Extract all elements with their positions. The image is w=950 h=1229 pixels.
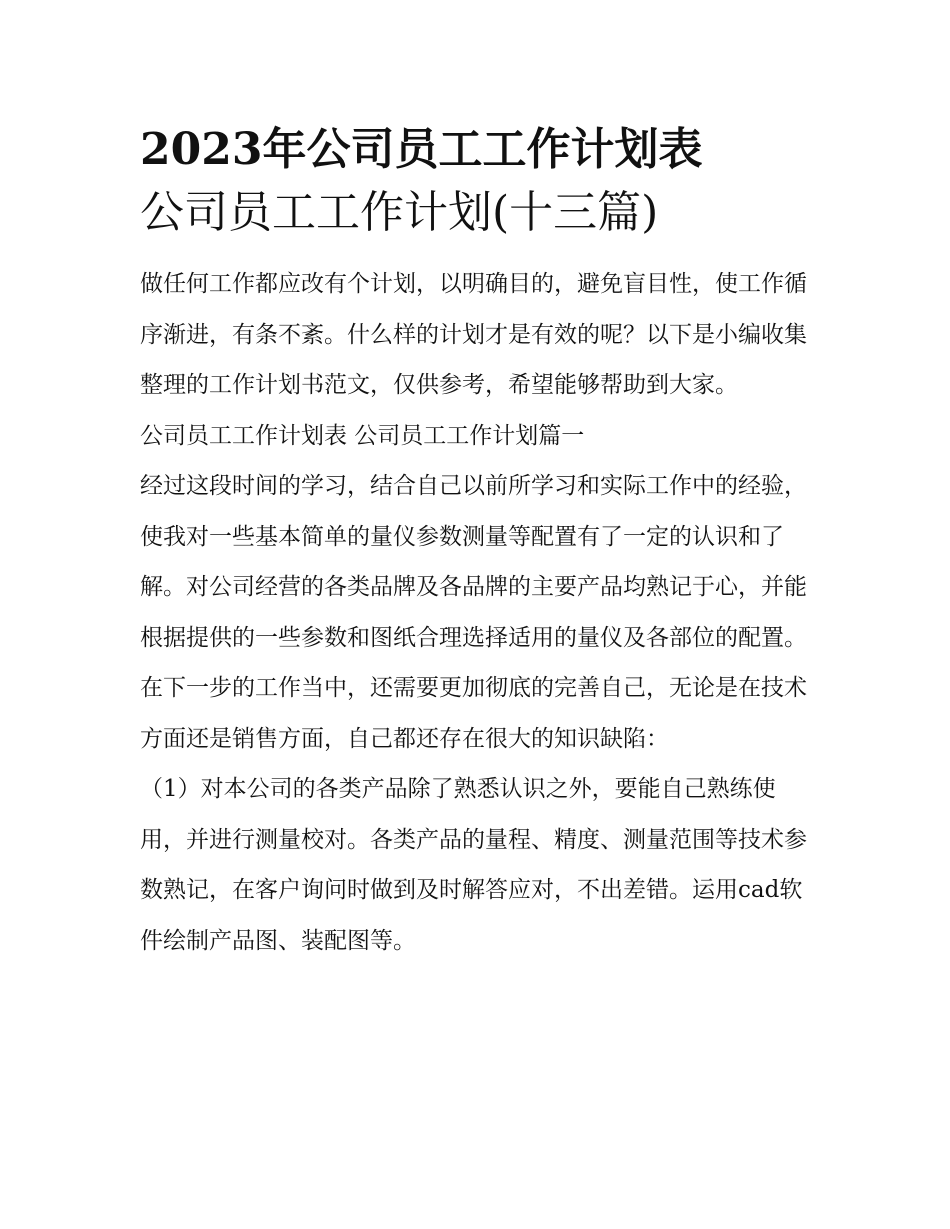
title-line-2: 公司员工工作计划(十三篇) [140,187,659,238]
title-line-1: 2023年公司员工工作计划表 [140,124,703,175]
paragraph-intro: 做任何工作都应改有个计划，以明确目的，避免盲目性，使工作循序渐进，有条不紊。什么样的计划才是有效的呢？以下是小编收集整理的工作计划书范文，仅供参考，希望能够帮助到大家。 [140,271,807,398]
document-title [140,118,820,244]
document-body [140,259,820,966]
section-heading: 公司员工工作计划表 公司员工工作计划篇一 [140,422,585,449]
paragraph-experience: 经过这段时间的学习，结合自己以前所学习和实际工作中的经验，使我对一些基本简单的量仪参数测量等配置有了一定的认识和了解。对公司经营的各类品牌及各品牌的主要产品均熟记于心，并能根据提供的一些参数和图纸合理选择适用的量仪及各部位的配置。在下一步的工作当中，还需要更加彻底的完善自己，无论是在技术方面还是销售方面，自己都还存在很大的知识缺陷： [140,473,807,752]
document-content [140,118,820,966]
paragraph-item-1: （1）对本公司的各类产品除了熟悉认识之外，要能自己熟练使用，并进行测量校对。各类产品的量程、精度、测量范围等技术参数熟记，在客户询问时做到及时解答应对，不出差错。运用cad软件绘制产品图、装配图等。 [140,776,807,954]
